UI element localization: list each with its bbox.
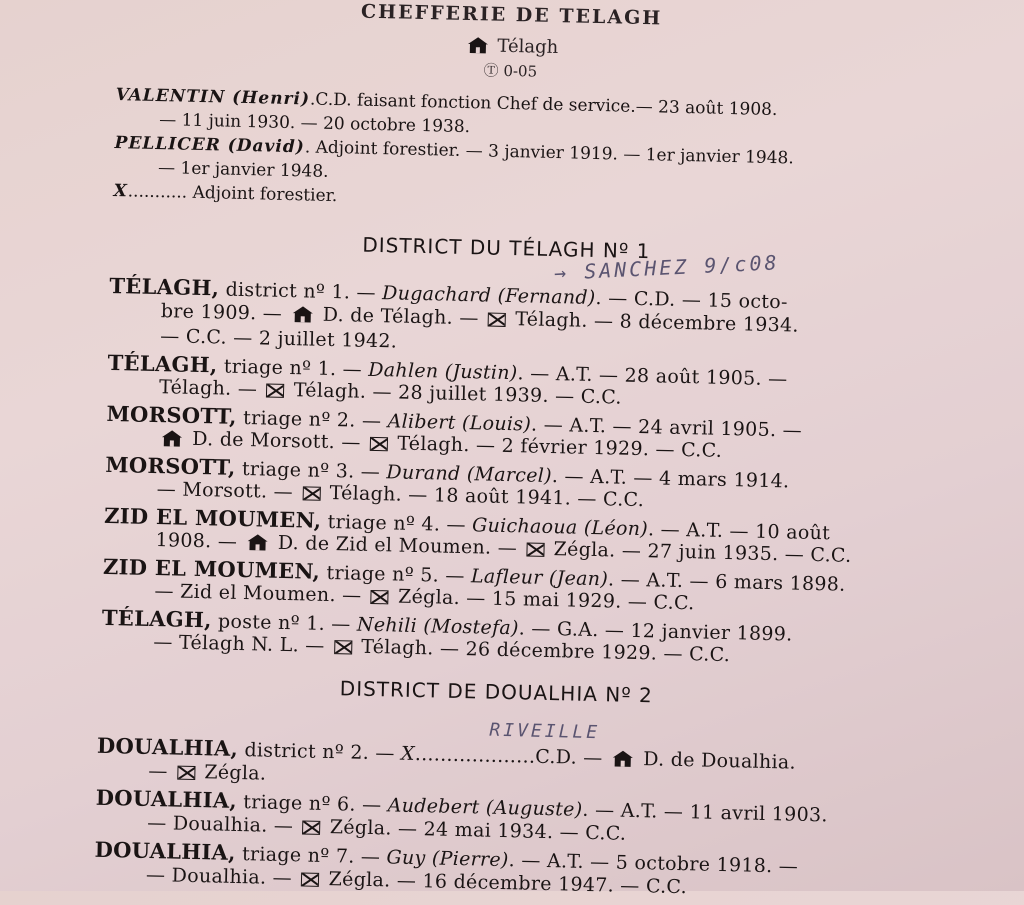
- entry-text: Zégla. — 15 mai 1929. — C.C.: [391, 585, 695, 615]
- entry-text: Zégla. — 24 mai 1934. — C.C.: [323, 815, 627, 845]
- phone-number: 0-05: [503, 61, 538, 81]
- mail-icon: [302, 486, 320, 500]
- staff-entry-cont: — 11 juin 1930. — 20 octobre 1938.: [158, 110, 471, 138]
- entry-text: triage nº 7. —: [235, 842, 387, 869]
- mail-icon: [370, 437, 388, 451]
- house-icon: [291, 305, 313, 323]
- house-icon: [246, 533, 268, 551]
- entry-text: triage nº 3. —: [235, 457, 387, 483]
- entry-text: —: [148, 759, 175, 783]
- entry-text: — Télagh N. L. —: [153, 631, 332, 658]
- entry-text: Télagh. —: [158, 376, 264, 401]
- staff-text: .C.D. faisant fonction Chef de service.— 23 août 1908.: [309, 89, 778, 121]
- staff-text: ........... Adjoint forestier.: [127, 181, 338, 207]
- staff-name: VALENTIN (Henri): [115, 85, 311, 110]
- entry-text: — Morsott. —: [156, 478, 300, 504]
- entry-place: TÉLAGH,: [109, 272, 220, 301]
- entry-text: . — A.T. — 24 avril 1905. —: [530, 413, 803, 442]
- entry-place: DOUALHIA,: [94, 836, 237, 865]
- district-1-title: DISTRICT DU TÉLAGH Nº 1: [362, 232, 651, 264]
- entry-text: Zégla. — 27 juin 1935. — C.C.: [547, 537, 852, 567]
- entry-person: Guy (Pierre): [386, 846, 509, 872]
- entry-text: . — A.T. — 10 août: [647, 517, 831, 544]
- entry-text: district nº 1. —: [218, 278, 383, 305]
- entry-text: . — A.T. — 28 août 1905. —: [517, 361, 788, 390]
- entry-place: TÉLAGH,: [107, 349, 218, 377]
- mail-icon: [177, 766, 195, 780]
- entry-person: X: [400, 742, 416, 765]
- mail-icon: [301, 872, 319, 886]
- handwritten-annotation: RIVEILLE: [489, 719, 601, 744]
- entry-text: — C.C. — 2 juillet 1942.: [160, 325, 398, 353]
- entry-text: ...................C.D. —: [414, 742, 610, 770]
- entry-text: Zégla.: [197, 761, 267, 785]
- entry-text: — Doualhia. —: [146, 811, 300, 838]
- phone-icon: Ⓣ: [483, 61, 499, 80]
- entry-text: . — G.A. — 12 janvier 1899.: [518, 616, 793, 646]
- entry-text: — Doualhia. —: [145, 863, 299, 890]
- entry-text: — Zid el Moumen. —: [154, 580, 369, 607]
- mail-icon: [302, 820, 320, 834]
- entry-text: Zégla. — 16 décembre 1947. — C.C.: [322, 867, 688, 899]
- page-title: CHEFFERIE DE TELAGH: [360, 0, 663, 30]
- house-icon: [161, 429, 183, 447]
- entry-place: MORSOTT,: [105, 451, 236, 480]
- mail-icon: [526, 542, 544, 556]
- entry-continuation: [160, 325, 397, 352]
- entry-person: Lafleur (Jean): [470, 564, 609, 590]
- handwritten-annotation: → SANCHEZ 9/c08: [553, 250, 781, 285]
- entry-text: triage nº 1. —: [217, 354, 369, 381]
- entry-place: ZID EL MOUMEN,: [102, 553, 321, 584]
- entry-place: MORSOTT,: [106, 400, 238, 429]
- entry-person: Durand (Marcel): [386, 460, 553, 487]
- entry-text: . — A.T. — 6 mars 1898.: [607, 567, 846, 596]
- entry-person: Dugachard (Fernand): [381, 282, 596, 309]
- entry-text: . — A.T. — 11 avril 1903.: [582, 798, 828, 827]
- entry-place: TÉLAGH,: [101, 604, 213, 632]
- entry-text: D. de Télagh. —: [316, 303, 486, 329]
- entry-text: . — A.T. — 5 octobre 1918. —: [508, 849, 799, 878]
- entry-text: district nº 2. —: [237, 738, 402, 765]
- entry-text: Télagh. — 8 décembre 1934.: [508, 307, 800, 337]
- entry-continuation: [148, 760, 266, 785]
- entry-text: . — C.D. — 15 octo-: [595, 286, 788, 314]
- entry-person: Alibert (Louis): [387, 409, 532, 436]
- entry-text: Télagh. — 2 février 1929. — C.C.: [390, 432, 723, 462]
- entry-person: Guichaoua (Léon): [471, 513, 649, 540]
- staff-text: . Adjoint forestier. — 3 janvier 1919. — 1er janvier 1948.: [304, 137, 794, 169]
- entry-text: triage nº 2. —: [236, 406, 388, 432]
- entry-text: Télagh. — 26 décembre 1929. — C.C.: [354, 635, 731, 667]
- entry-person: Audebert (Auguste): [387, 794, 583, 821]
- staff-entry-cont: — 1er janvier 1948.: [157, 158, 329, 182]
- entry-person: Dahlen (Justin): [368, 358, 518, 384]
- staff-name: PELLICER (David): [114, 133, 306, 158]
- header-subtitle: Télagh: [497, 35, 559, 59]
- district-2-title: DISTRICT DE DOUALHIA Nº 2: [339, 676, 654, 708]
- entry-text: poste nº 1. —: [211, 609, 358, 636]
- entry-text: bre 1909. —: [160, 299, 289, 325]
- entry-text: triage nº 6. —: [236, 790, 388, 817]
- entry-text: triage nº 4. —: [321, 510, 473, 536]
- mail-icon: [371, 590, 389, 604]
- mail-icon: [488, 312, 506, 326]
- house-icon: [466, 36, 488, 54]
- entry-text: triage nº 5. —: [319, 561, 472, 587]
- entry-text: D. de Doualhia.: [636, 748, 797, 774]
- entry-text: . — A.T. — 4 mars 1914.: [551, 464, 790, 492]
- entry-text: D. de Morsott. —: [185, 427, 368, 454]
- entry-text: 1908. —: [155, 529, 244, 554]
- mail-icon: [334, 640, 352, 654]
- mail-icon: [266, 384, 284, 398]
- staff-name: X: [113, 181, 128, 202]
- entry-person: Nehili (Mostefa): [356, 613, 520, 639]
- entry-text: D. de Zid el Moumen. —: [271, 531, 524, 560]
- entry-place: ZID EL MOUMEN,: [103, 502, 322, 533]
- entry-text: Télagh. — 28 juillet 1939. — C.C.: [287, 379, 623, 409]
- entry-text: Télagh. — 18 août 1941. — C.C.: [323, 481, 645, 512]
- entry-place: DOUALHIA,: [95, 784, 238, 813]
- entry-place: DOUALHIA,: [96, 732, 239, 761]
- staff-entry: [113, 181, 337, 206]
- house-icon: [612, 749, 634, 767]
